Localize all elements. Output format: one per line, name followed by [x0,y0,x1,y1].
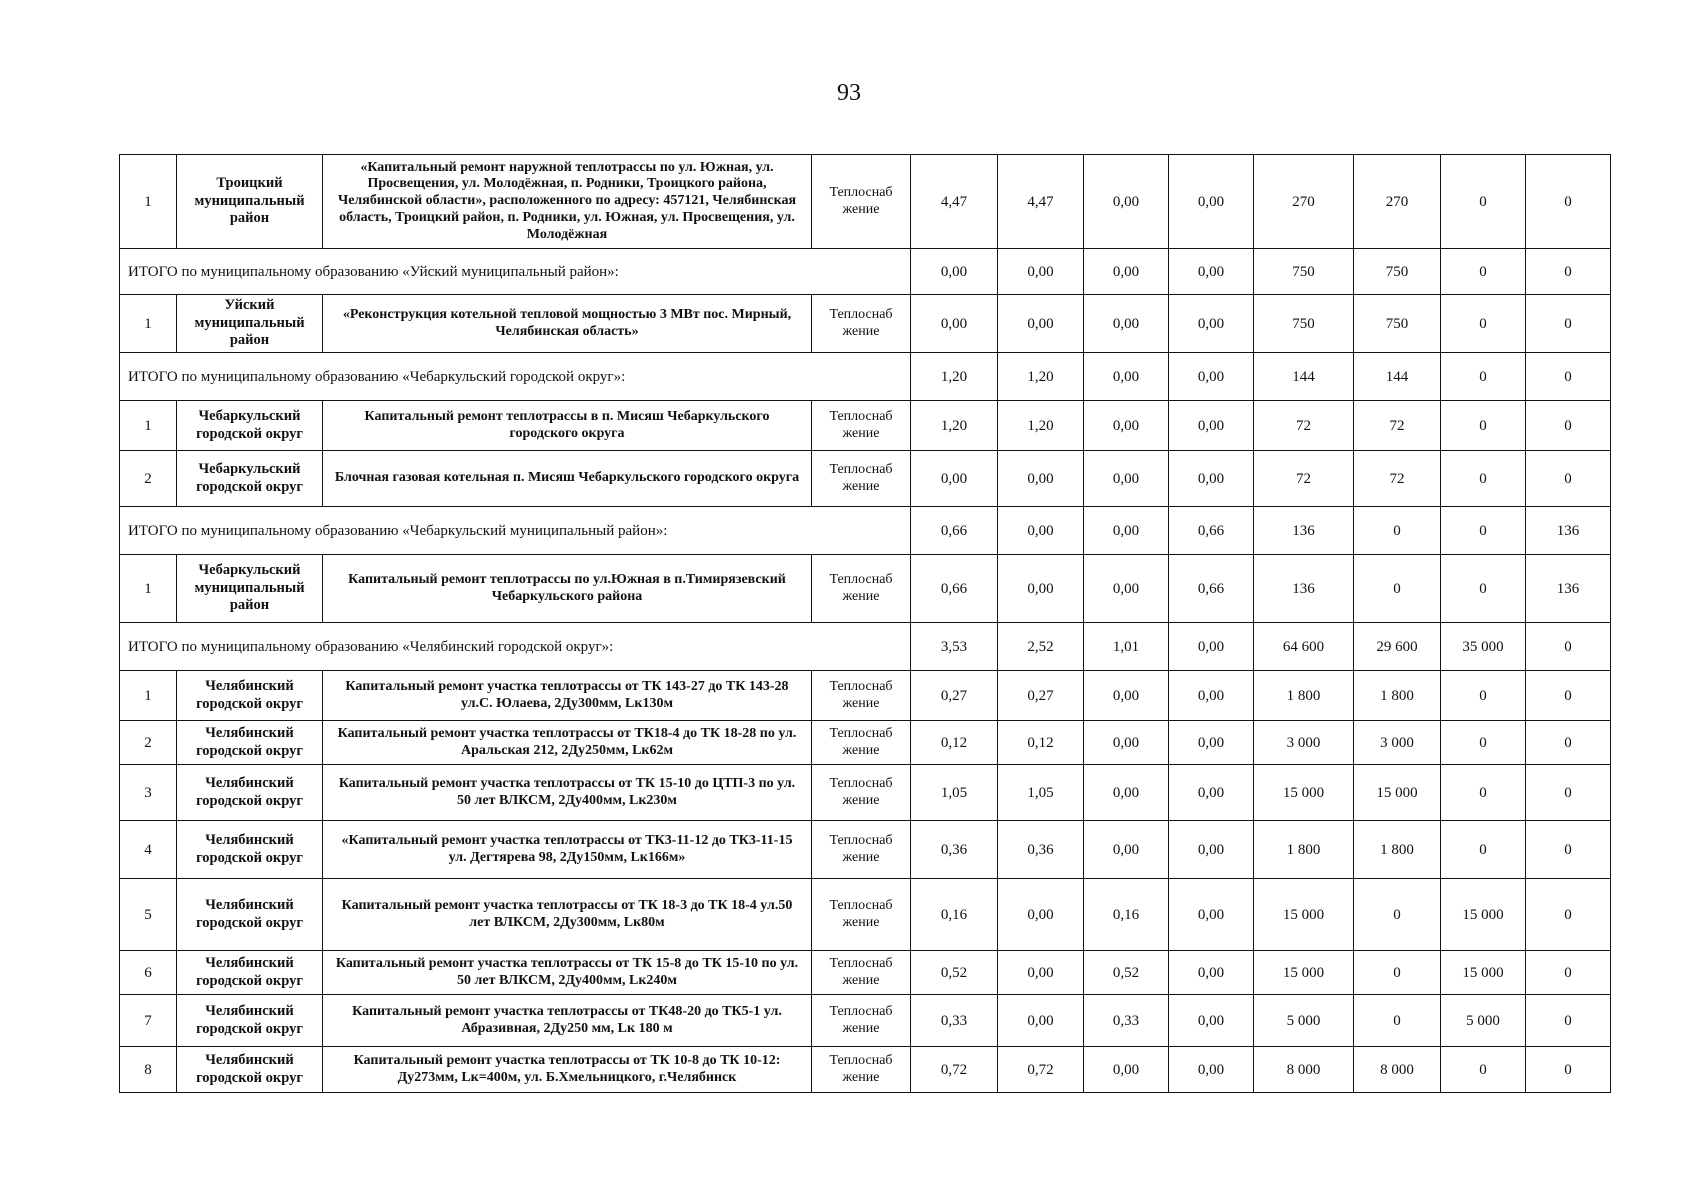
value-cell-5: 144 [1254,353,1354,401]
value-cell-6: 0 [1354,951,1441,995]
value-cell-7: 0 [1441,295,1526,353]
value-cell-2: 2,52 [998,623,1084,671]
value-cell-6: 8 000 [1354,1047,1441,1093]
value-cell-2: 0,00 [998,995,1084,1047]
value-cell-3: 0,00 [1084,821,1169,879]
value-cell-7: 0 [1441,721,1526,765]
value-cell-5: 270 [1254,155,1354,249]
value-cell-2: 1,05 [998,765,1084,821]
project-description-cell: Капитальный ремонт участка теплотрассы от ТК18-4 до ТК 18-28 по ул. Аральская 212, 2Ду250мм, Lк62м [323,721,812,765]
value-cell-7: 0 [1441,671,1526,721]
municipality-cell: Челябинский городской округ [177,721,323,765]
row-number-cell: 1 [120,555,177,623]
value-cell-8: 136 [1526,555,1611,623]
value-cell-1: 0,72 [911,1047,998,1093]
value-cell-8: 0 [1526,249,1611,295]
value-cell-3: 1,01 [1084,623,1169,671]
project-description-cell: Капитальный ремонт участка теплотрассы от ТК 10-8 до ТК 10-12: Ду273мм, Lк=400м, ул. Б.Хмельницкого, г.Челябинск [323,1047,812,1093]
value-cell-8: 0 [1526,295,1611,353]
value-cell-3: 0,00 [1084,155,1169,249]
value-cell-2: 0,36 [998,821,1084,879]
value-cell-7: 0 [1441,401,1526,451]
value-cell-7: 15 000 [1441,879,1526,951]
category-cell: Теплоснаб жение [812,879,911,951]
value-cell-6: 1 800 [1354,821,1441,879]
category-cell: Теплоснаб жение [812,1047,911,1093]
project-description-cell: «Капитальный ремонт участка теплотрассы от ТК3-11-12 до ТК3-11-15 ул. Дегтярева 98, 2Ду150мм, Lк166м» [323,821,812,879]
value-cell-5: 750 [1254,295,1354,353]
value-cell-1: 1,05 [911,765,998,821]
value-cell-2: 0,12 [998,721,1084,765]
value-cell-8: 0 [1526,879,1611,951]
value-cell-3: 0,00 [1084,555,1169,623]
row-number-cell: 2 [120,721,177,765]
row-number-cell: 4 [120,821,177,879]
value-cell-2: 4,47 [998,155,1084,249]
project-description-cell: Капитальный ремонт участка теплотрассы от ТК 15-8 до ТК 15-10 по ул. 50 лет ВЛКСМ, 2Ду400мм, Lк240м [323,951,812,995]
value-cell-4: 0,00 [1169,451,1254,507]
value-cell-4: 0,00 [1169,995,1254,1047]
municipality-cell: Челябинский городской округ [177,995,323,1047]
value-cell-4: 0,00 [1169,879,1254,951]
row-number-cell: 1 [120,671,177,721]
value-cell-8: 0 [1526,721,1611,765]
total-label: ИТОГО по муниципальному образованию «Чебаркульский городской округ»: [120,353,911,401]
municipality-cell: Челябинский городской округ [177,765,323,821]
value-cell-7: 0 [1441,353,1526,401]
value-cell-8: 0 [1526,821,1611,879]
table-row [120,721,1611,765]
value-cell-6: 0 [1354,507,1441,555]
value-cell-2: 0,72 [998,1047,1084,1093]
project-description-cell: «Капитальный ремонт наружной теплотрассы по ул. Южная, ул. Просвещения, ул. Молодёжная, п. Родники, Троицкого района, Челябинской области», расположенного по адресу: 457121, Челябинская область, Троицкий район, п. Родники, ул. Южная, ул. Просвещения, ул. Молодёжная [323,155,812,249]
value-cell-8: 0 [1526,1047,1611,1093]
row-number-cell: 1 [120,155,177,249]
row-number-cell: 1 [120,295,177,353]
value-cell-4: 0,00 [1169,401,1254,451]
table-row [120,951,1611,995]
value-cell-2: 0,27 [998,671,1084,721]
value-cell-7: 0 [1441,1047,1526,1093]
value-cell-5: 8 000 [1254,1047,1354,1093]
total-row [120,623,1611,671]
table-row [120,555,1611,623]
table-row [120,295,1611,353]
value-cell-2: 0,00 [998,555,1084,623]
value-cell-8: 0 [1526,451,1611,507]
value-cell-5: 15 000 [1254,951,1354,995]
municipality-cell: Челябинский городской округ [177,951,323,995]
value-cell-2: 1,20 [998,401,1084,451]
value-cell-5: 5 000 [1254,995,1354,1047]
category-cell: Теплоснаб жение [812,155,911,249]
value-cell-6: 3 000 [1354,721,1441,765]
value-cell-7: 0 [1441,249,1526,295]
value-cell-7: 35 000 [1441,623,1526,671]
value-cell-5: 3 000 [1254,721,1354,765]
value-cell-7: 15 000 [1441,951,1526,995]
data-table [119,154,1611,1093]
value-cell-4: 0,66 [1169,555,1254,623]
value-cell-3: 0,00 [1084,671,1169,721]
table-row [120,879,1611,951]
value-cell-6: 15 000 [1354,765,1441,821]
project-description-cell: Капитальный ремонт теплотрассы по ул.Южная в п.Тимирязевский Чебаркульского района [323,555,812,623]
value-cell-8: 0 [1526,155,1611,249]
value-cell-2: 0,00 [998,249,1084,295]
value-cell-8: 0 [1526,765,1611,821]
total-row [120,507,1611,555]
category-cell: Теплоснаб жение [812,671,911,721]
value-cell-4: 0,00 [1169,671,1254,721]
value-cell-2: 0,00 [998,295,1084,353]
value-cell-7: 0 [1441,765,1526,821]
value-cell-8: 0 [1526,401,1611,451]
value-cell-3: 0,52 [1084,951,1169,995]
project-description-cell: Капитальный ремонт теплотрассы в п. Мисяш Чебаркульского городского округа [323,401,812,451]
value-cell-5: 64 600 [1254,623,1354,671]
value-cell-6: 0 [1354,879,1441,951]
value-cell-7: 0 [1441,821,1526,879]
project-description-cell: Капитальный ремонт участка теплотрассы от ТК 18-3 до ТК 18-4 ул.50 лет ВЛКСМ, 2Ду300мм, Lк80м [323,879,812,951]
table-row [120,995,1611,1047]
value-cell-7: 5 000 [1441,995,1526,1047]
value-cell-5: 15 000 [1254,765,1354,821]
value-cell-8: 0 [1526,623,1611,671]
value-cell-3: 0,00 [1084,721,1169,765]
table-row [120,401,1611,451]
value-cell-4: 0,00 [1169,155,1254,249]
value-cell-3: 0,00 [1084,451,1169,507]
value-cell-8: 136 [1526,507,1611,555]
table-row [120,765,1611,821]
value-cell-1: 0,33 [911,995,998,1047]
value-cell-4: 0,00 [1169,1047,1254,1093]
value-cell-3: 0,00 [1084,401,1169,451]
value-cell-1: 1,20 [911,353,998,401]
municipality-cell: Челябинский городской округ [177,671,323,721]
municipality-cell: Челябинский городской округ [177,1047,323,1093]
value-cell-6: 270 [1354,155,1441,249]
project-description-cell: «Реконструкция котельной тепловой мощностью 3 МВт пос. Мирный, Челябинская область» [323,295,812,353]
value-cell-4: 0,00 [1169,765,1254,821]
page-number: 93 [837,80,861,106]
table-row [120,155,1611,249]
value-cell-3: 0,00 [1084,295,1169,353]
table-row [120,1047,1611,1093]
value-cell-3: 0,33 [1084,995,1169,1047]
value-cell-5: 750 [1254,249,1354,295]
value-cell-1: 0,52 [911,951,998,995]
value-cell-6: 750 [1354,249,1441,295]
value-cell-3: 0,00 [1084,507,1169,555]
value-cell-3: 0,00 [1084,353,1169,401]
municipality-cell: Троицкий муниципальный район [177,155,323,249]
value-cell-6: 1 800 [1354,671,1441,721]
category-cell: Теплоснаб жение [812,555,911,623]
value-cell-1: 0,36 [911,821,998,879]
value-cell-6: 0 [1354,995,1441,1047]
value-cell-2: 1,20 [998,353,1084,401]
value-cell-6: 750 [1354,295,1441,353]
value-cell-4: 0,00 [1169,951,1254,995]
value-cell-2: 0,00 [998,507,1084,555]
row-number-cell: 1 [120,401,177,451]
total-label: ИТОГО по муниципальному образованию «Челябинский городской округ»: [120,623,911,671]
project-description-cell: Блочная газовая котельная п. Мисяш Чебаркульского городского округа [323,451,812,507]
value-cell-1: 0,16 [911,879,998,951]
value-cell-1: 3,53 [911,623,998,671]
table-row [120,671,1611,721]
municipality-cell: Чебаркульский муниципальный район [177,555,323,623]
category-cell: Теплоснаб жение [812,451,911,507]
value-cell-1: 0,27 [911,671,998,721]
total-label: ИТОГО по муниципальному образованию «Чебаркульский муниципальный район»: [120,507,911,555]
table-row [120,451,1611,507]
value-cell-1: 0,00 [911,295,998,353]
row-number-cell: 8 [120,1047,177,1093]
value-cell-6: 72 [1354,451,1441,507]
value-cell-4: 0,00 [1169,623,1254,671]
value-cell-2: 0,00 [998,879,1084,951]
row-number-cell: 7 [120,995,177,1047]
category-cell: Теплоснаб жение [812,821,911,879]
municipality-cell: Уйский муниципальный район [177,295,323,353]
row-number-cell: 2 [120,451,177,507]
value-cell-5: 1 800 [1254,671,1354,721]
row-number-cell: 6 [120,951,177,995]
value-cell-1: 1,20 [911,401,998,451]
value-cell-1: 0,66 [911,555,998,623]
project-description-cell: Капитальный ремонт участка теплотрассы от ТК48-20 до ТК5-1 ул. Абразивная, 2Ду250 мм, Lк 180 м [323,995,812,1047]
value-cell-8: 0 [1526,671,1611,721]
value-cell-1: 0,12 [911,721,998,765]
value-cell-8: 0 [1526,995,1611,1047]
value-cell-1: 4,47 [911,155,998,249]
total-row [120,249,1611,295]
row-number-cell: 3 [120,765,177,821]
value-cell-5: 1 800 [1254,821,1354,879]
value-cell-7: 0 [1441,155,1526,249]
total-row [120,353,1611,401]
value-cell-4: 0,00 [1169,249,1254,295]
row-number-cell: 5 [120,879,177,951]
value-cell-5: 72 [1254,401,1354,451]
project-description-cell: Капитальный ремонт участка теплотрассы от ТК 143-27 до ТК 143-28 ул.С. Юлаева, 2Ду300мм, Lк130м [323,671,812,721]
value-cell-7: 0 [1441,451,1526,507]
value-cell-3: 0,00 [1084,249,1169,295]
value-cell-8: 0 [1526,353,1611,401]
category-cell: Теплоснаб жение [812,765,911,821]
table-row [120,821,1611,879]
value-cell-6: 144 [1354,353,1441,401]
category-cell: Теплоснаб жение [812,721,911,765]
value-cell-4: 0,00 [1169,353,1254,401]
value-cell-1: 0,00 [911,249,998,295]
value-cell-4: 0,66 [1169,507,1254,555]
value-cell-6: 0 [1354,555,1441,623]
value-cell-7: 0 [1441,507,1526,555]
category-cell: Теплоснаб жение [812,951,911,995]
category-cell: Теплоснаб жение [812,295,911,353]
value-cell-8: 0 [1526,951,1611,995]
total-label: ИТОГО по муниципальному образованию «Уйский муниципальный район»: [120,249,911,295]
value-cell-3: 0,16 [1084,879,1169,951]
value-cell-4: 0,00 [1169,295,1254,353]
value-cell-1: 0,00 [911,451,998,507]
value-cell-5: 136 [1254,555,1354,623]
value-cell-7: 0 [1441,555,1526,623]
value-cell-5: 136 [1254,507,1354,555]
value-cell-2: 0,00 [998,951,1084,995]
value-cell-6: 72 [1354,401,1441,451]
value-cell-3: 0,00 [1084,765,1169,821]
category-cell: Теплоснаб жение [812,995,911,1047]
value-cell-4: 0,00 [1169,821,1254,879]
municipality-cell: Чебаркульский городской округ [177,401,323,451]
value-cell-5: 72 [1254,451,1354,507]
project-description-cell: Капитальный ремонт участка теплотрассы от ТК 15-10 до ЦТП-3 по ул. 50 лет ВЛКСМ, 2Ду400мм, Lк230м [323,765,812,821]
municipality-cell: Чебаркульский городской округ [177,451,323,507]
value-cell-2: 0,00 [998,451,1084,507]
value-cell-5: 15 000 [1254,879,1354,951]
value-cell-3: 0,00 [1084,1047,1169,1093]
value-cell-4: 0,00 [1169,721,1254,765]
category-cell: Теплоснаб жение [812,401,911,451]
value-cell-6: 29 600 [1354,623,1441,671]
municipality-cell: Челябинский городской округ [177,879,323,951]
value-cell-1: 0,66 [911,507,998,555]
municipality-cell: Челябинский городской округ [177,821,323,879]
